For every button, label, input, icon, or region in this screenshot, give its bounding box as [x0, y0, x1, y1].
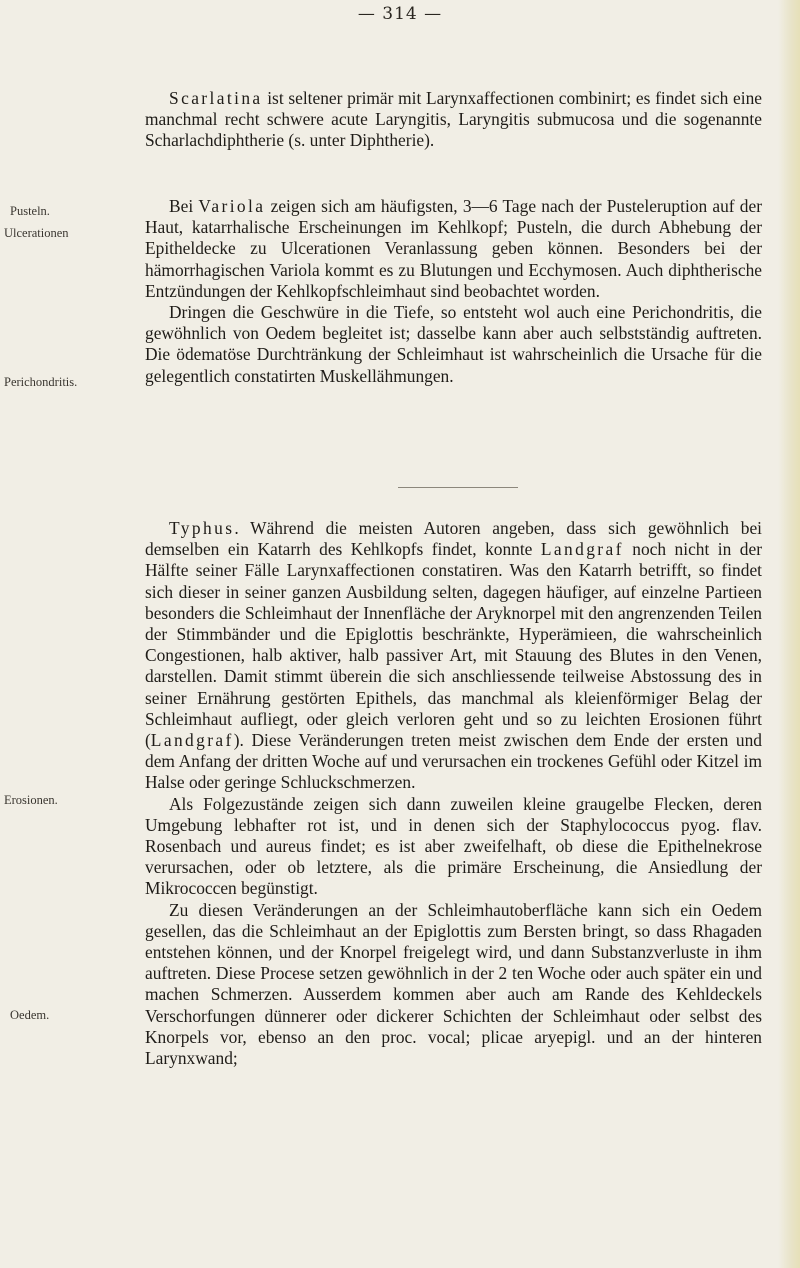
margin-note-erosionen: Erosionen.	[4, 793, 58, 807]
variola-text: zeigen sich am häufigsten, 3—6 Tage nach der Pusteleruption auf der Haut, katarrhalische Erscheinungen im Kehlkopf; Pusteln, die durch Abhebung der Epitheldecke zu Ulcerationen Veranlassung geben können. Besonders bei der hämorrhagischen Variola kommt es zu Blutungen und Ecchymosen. Auch diphtherische Entzündungen der Kehlkopfschleimhaut sind beobachtet worden.	[145, 196, 762, 301]
author-landgraf: Landgraf	[540, 539, 624, 560]
term-variola: Variola	[198, 196, 266, 216]
section-divider	[398, 487, 518, 488]
section-typhus: Typhus. Während die meisten Autoren angeben, dass sich gewöhnlich bei demselben ein Katarrh des Kehlkopfs findet, konnte Landgraf noch nicht in der Hälfte seiner Fälle Larynxaffectionen constatiren. Was den Katarrh betrifft, so findet sich dieser in seiner ganzen Ausbildung selten, dagegen häufiger, auf einzelne Partieen besonders die Schleimhaut der Innenfläche der Aryknorpel mit den angrenzenden Teilen der Stimmbänder und die Epiglottis beschränkte, Hyperämieen, die wahrscheinlich Congestionen, halb aktiver, halb passiver Art, mit Stauung des Blutes in den Venen, darstellen. Damit stimmt überein die sich anschliessende teilweise Abstossung des in seiner Ernährung gestörten Epithels, das manchmal als kleienförmiger Belag der Schleimhaut aufliegt, oder gleich verloren geht und so zu leichten Erosionen führt (Landgraf). Diese Veränderungen treten meist zwischen dem Ende der ersten und dem Anfang der dritten Woche auf und verursachen ein trockenes Gefühl oder Kitzel im Halse oder geringe Schluckschmerzen. Als Folgezustände zeigen sich dann zuweilen kleine graugelbe Flecken, deren Umgebung lebhafter rot ist, und in denen sich der Staphylococcus pyog. flav. Rosenbach und aureus findet; es ist aber zweifelhaft, ob diese die Epithelnekrose verursachen, oder ob letztere, als die primäre Erscheinung, die Ansiedlung der Mikrococcen begünstigt. Zu diesen Veränderungen an der Schleimhautoberfläche kann sich ein Oedem gesellen, das die Schleimhaut an der Epiglottis zum Bersten bringt, so dass Rhagaden entstehen können, und der Knorpel freigelegt wird, und dann Substanzverluste in ihm auftreten. Diese Procese setzen gewöhnlich in der 2 ten Woche oder auch später ein und machen Schmerzen. Ausserdem kommen aber auch am Rande des Kehldeckels Verschorfungen dünnerer oder dickerer Schichten der Schleimhaut oder selbst des Knorpels vor, ebenso an den proc. vocal; plicae aryepigl. und an der hinteren Larynxwand;	[145, 518, 762, 1069]
typhus-paragraph-2: Als Folgezustände zeigen sich dann zuweilen kleine graugelbe Flecken, deren Umgebung lebhafter rot ist, und in denen sich der Staphylococcus pyog. flav. Rosenbach und aureus findet; es ist aber zweifelhaft, ob diese die Epithelnekrose verursachen, oder ob letztere, als die primäre Erscheinung, die Ansiedlung der Mikrococcen begünstigt.	[145, 793, 762, 899]
margin-note-ulcerationen: Ulcerationen	[4, 226, 69, 240]
scarlatina-text: ist seltener primär mit Larynxaffectionen combinirt; es findet sich eine manchmal recht schwere acute Laryngitis, Laryngitis submucosa und die sogenannte Scharlachdiphtherie (s. unter Diphtherie).	[145, 88, 762, 151]
margin-note-pusteln: Pusteln.	[10, 204, 50, 218]
term-typhus: Typhus	[169, 518, 235, 538]
page-edge	[778, 0, 800, 1268]
page-number: — 314 —	[357, 4, 443, 24]
margin-note-perichondritis: Perichondritis.	[4, 375, 78, 389]
margin-note-oedem: Oedem.	[10, 1008, 50, 1022]
variola-paragraph-2: Dringen die Geschwüre in die Tiefe, so entsteht wol auch eine Perichondritis, die gewöhnlich von Oedem begleitet ist; dasselbe kann aber auch selbstständig auftreten. Die ödematöse Durchtränkung der Schleimhaut ist wahrscheinlich die Ursache für die gelegentlich constatirten Muskellähmungen.	[145, 302, 762, 386]
section-variola: Bei Variola zeigen sich am häufigsten, 3—6 Tage nach der Pusteleruption auf der Haut, katarrhalische Erscheinungen im Kehlkopf; Pusteln, die durch Abhebung der Epitheldecke zu Ulcerationen Veranlassung geben können. Besonders bei der hämorrhagischen Variola kommt es zu Blutungen und Ecchymosen. Auch diphtherische Entzündungen der Kehlkopfschleimhaut sind beobachtet worden. Dringen die Geschwüre in die Tiefe, so entsteht wol auch eine Perichondritis, die gewöhnlich von Oedem begleitet ist; dasselbe kann aber auch selbstständig auftreten. Die ödematöse Durchtränkung der Schleimhaut ist wahrscheinlich die Ursache für die gelegentlich constatirten Muskellähmungen.	[145, 196, 762, 386]
author-landgraf-2: Landgraf	[150, 730, 234, 751]
term-scarlatina: Scarlatina	[169, 88, 263, 108]
typhus-paragraph-3: Zu diesen Veränderungen an der Schleimhautoberfläche kann sich ein Oedem gesellen, das die Schleimhaut an der Epiglottis zum Bersten bringt, so dass Rhagaden entstehen können, und der Knorpel freigelegt wird, und dann Substanzverluste in ihm auftreten. Diese Procese setzen gewöhnlich in der 2 ten Woche oder auch später ein und machen Schmerzen. Ausserdem kommen aber auch am Rande des Kehldeckels Verschorfungen dünnerer oder dickerer Schichten der Schleimhaut oder selbst des Knorpels vor, ebenso an den proc. vocal; plicae aryepigl. und an der hinteren Larynxwand;	[145, 899, 762, 1069]
section-scarlatina	[145, 88, 762, 152]
